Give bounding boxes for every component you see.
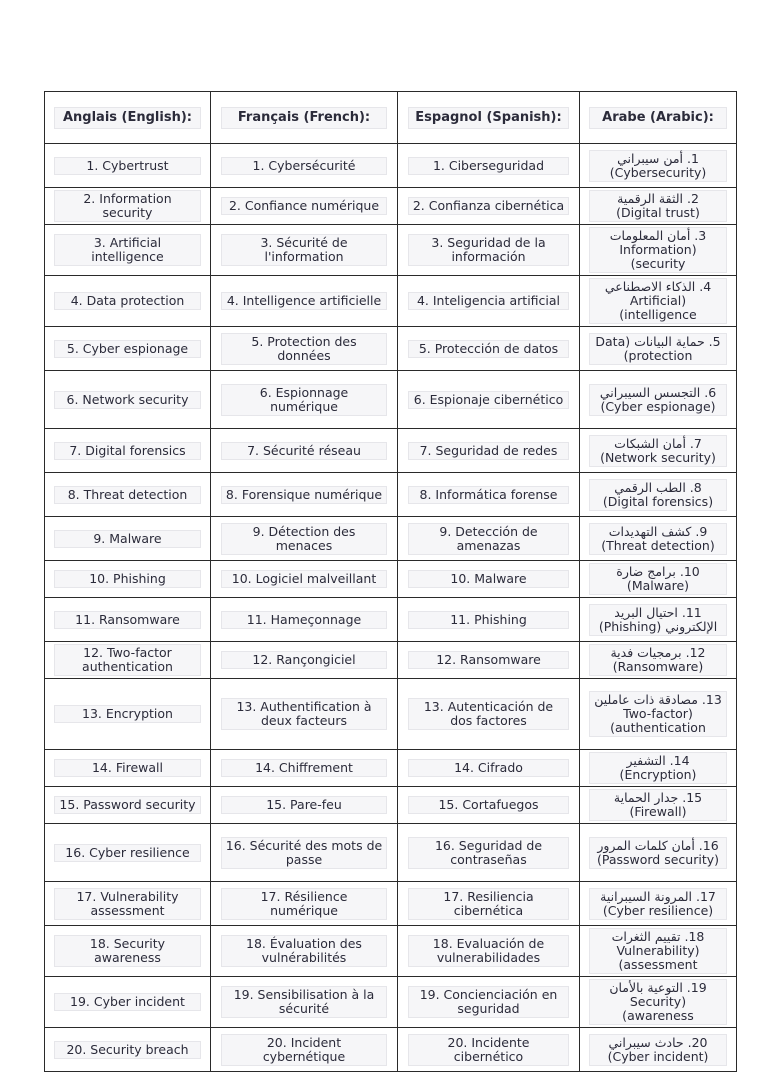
term-spanish: 16. Seguridad de contraseñas [408,837,569,869]
term-arabic: 10. برامج ضارة (Malware) [589,563,727,595]
term-arabic: 13. مصادقة ذات عاملين (Two-factor authentication) [589,691,727,737]
table-cell-arabic [580,598,737,642]
table-cell-spanish [398,225,580,276]
term-arabic: 19. التوعية بالأمان (Security awareness) [589,979,727,1025]
table-cell-english [45,473,211,517]
table-row [45,882,737,926]
header-english: Anglais (English): [54,107,200,129]
term-spanish: 12. Ransomware [408,651,569,669]
term-english: 9. Malware [54,530,200,548]
header-row [45,92,737,144]
table-row [45,824,737,882]
table-cell-arabic [580,561,737,598]
table-cell-french [211,327,398,371]
term-french: 11. Hameçonnage [221,611,387,629]
term-arabic: 8. الطب الرقمي (Digital forensics) [589,479,727,511]
header-spanish: Espagnol (Spanish): [408,107,569,129]
table-row [45,517,737,561]
term-english: 4. Data protection [54,292,200,310]
table-cell-english [45,642,211,679]
term-spanish: 15. Cortafuegos [408,796,569,814]
table-cell-french [211,642,398,679]
term-french: 7. Sécurité réseau [221,442,387,460]
term-english: 7. Digital forensics [54,442,200,460]
term-english: 11. Ransomware [54,611,200,629]
term-french: 8. Forensique numérique [221,486,387,504]
term-french: 14. Chiffrement [221,759,387,777]
table-cell-french [211,225,398,276]
table-cell-french [211,429,398,473]
table-cell-arabic [580,787,737,824]
table-cell-french [211,1028,398,1072]
table-cell-french [211,882,398,926]
term-french: 20. Incident cybernétique [221,1034,387,1066]
term-english: 14. Firewall [54,759,200,777]
table-cell-spanish [398,429,580,473]
table-cell-arabic [580,225,737,276]
term-arabic: 6. التجسس السيبراني (Cyber espionage) [589,384,727,416]
table-cell-english [45,882,211,926]
table-cell-french [211,787,398,824]
header-french: Français (French): [221,107,387,129]
table-row [45,371,737,429]
table-row [45,276,737,327]
table-cell-french [211,473,398,517]
term-arabic: 20. حادث سيبراني (Cyber incident) [589,1034,727,1066]
table-cell-spanish [398,276,580,327]
term-french: 13. Authentification à deux facteurs [221,698,387,730]
table-cell-arabic [580,882,737,926]
table-cell-english [45,144,211,188]
table-cell-english [45,926,211,977]
term-english: 20. Security breach [54,1041,200,1059]
term-english: 18. Security awareness [54,935,200,967]
table-cell-french [211,371,398,429]
table-cell-french [211,750,398,787]
table-cell-arabic [580,679,737,750]
term-spanish: 9. Detección de amenazas [408,523,569,555]
table-cell-spanish [398,188,580,225]
table-cell-french [211,276,398,327]
table-cell-english [45,276,211,327]
term-english: 8. Threat detection [54,486,200,504]
term-spanish: 10. Malware [408,570,569,588]
table-row [45,598,737,642]
header-cell-english [45,92,211,144]
table-cell-english [45,371,211,429]
term-spanish: 18. Evaluación de vulnerabilidades [408,935,569,967]
table-cell-spanish [398,1028,580,1072]
term-spanish: 3. Seguridad de la información [408,234,569,266]
table-cell-french [211,824,398,882]
term-spanish: 1. Ciberseguridad [408,157,569,175]
term-arabic: 3. أمان المعلومات (Information security) [589,227,727,273]
table-cell-spanish [398,473,580,517]
term-arabic: 14. التشفير (Encryption) [589,752,727,784]
term-french: 12. Rançongiciel [221,651,387,669]
table-row [45,188,737,225]
term-spanish: 19. Concienciación en seguridad [408,986,569,1018]
term-arabic: 17. المرونة السيبرانية (Cyber resilience) [589,888,727,920]
term-french: 2. Confiance numérique [221,197,387,215]
table-cell-spanish [398,824,580,882]
term-spanish: 8. Informática forense [408,486,569,504]
table-cell-french [211,977,398,1028]
table-cell-french [211,517,398,561]
term-spanish: 2. Confianza cibernética [408,197,569,215]
table-cell-arabic [580,926,737,977]
table-cell-spanish [398,144,580,188]
table-cell-spanish [398,926,580,977]
term-english: 17. Vulnerability assessment [54,888,200,920]
table-row [45,561,737,598]
term-english: 5. Cyber espionage [54,340,200,358]
table-cell-arabic [580,371,737,429]
table-cell-spanish [398,977,580,1028]
term-arabic: 18. تقييم الثغرات (Vulnerability assessment) [589,928,727,974]
term-arabic: 5. حماية البيانات (Data protection) [589,333,727,365]
term-french: 19. Sensibilisation à la sécurité [221,986,387,1018]
term-french: 6. Espionnage numérique [221,384,387,416]
table-cell-english [45,429,211,473]
table-row [45,679,737,750]
term-spanish: 11. Phishing [408,611,569,629]
table-cell-arabic [580,1028,737,1072]
term-arabic: 11. احتيال البريد الإلكتروني (Phishing) [589,604,727,636]
term-spanish: 13. Autenticación de dos factores [408,698,569,730]
table-cell-spanish [398,787,580,824]
term-english: 2. Information security [54,190,200,222]
table-row [45,787,737,824]
term-english: 3. Artificial intelligence [54,234,200,266]
table-row [45,1028,737,1072]
table-cell-arabic [580,977,737,1028]
term-arabic: 1. أمن سيبراني (Cybersecurity) [589,150,727,182]
table-cell-english [45,679,211,750]
table-row [45,429,737,473]
term-spanish: 20. Incidente cibernético [408,1034,569,1066]
table-cell-arabic [580,188,737,225]
table-cell-french [211,679,398,750]
term-french: 4. Intelligence artificielle [221,292,387,310]
term-spanish: 7. Seguridad de redes [408,442,569,460]
header-cell-french [211,92,398,144]
table-cell-english [45,561,211,598]
table-cell-english [45,225,211,276]
term-arabic: 9. كشف التهديدات (Threat detection) [589,523,727,555]
term-arabic: 12. برمجيات فدية (Ransomware) [589,644,727,676]
table-row [45,225,737,276]
header-arabic: Arabe (Arabic): [589,107,727,129]
term-french: 10. Logiciel malveillant [221,570,387,588]
table-row [45,473,737,517]
table-cell-arabic [580,276,737,327]
term-english: 10. Phishing [54,570,200,588]
table-cell-arabic [580,327,737,371]
table-row [45,926,737,977]
table-cell-arabic [580,824,737,882]
term-arabic: 4. الذكاء الاصطناعي (Artificial intelligence) [589,278,727,324]
table-cell-english [45,977,211,1028]
table-cell-english [45,598,211,642]
table-cell-english [45,517,211,561]
table-row [45,750,737,787]
table-cell-spanish [398,750,580,787]
term-spanish: 14. Cifrado [408,759,569,777]
header-cell-spanish [398,92,580,144]
table-cell-english [45,750,211,787]
table-cell-english [45,824,211,882]
table-cell-french [211,188,398,225]
term-french: 16. Sécurité des mots de passe [221,837,387,869]
term-english: 19. Cyber incident [54,993,200,1011]
table-cell-english [45,787,211,824]
term-french: 18. Évaluation des vulnérabilités [221,935,387,967]
table-row [45,144,737,188]
term-french: 15. Pare-feu [221,796,387,814]
term-french: 1. Cybersécurité [221,157,387,175]
table-cell-english [45,188,211,225]
term-arabic: 15. جدار الحماية (Firewall) [589,789,727,821]
term-french: 9. Détection des menaces [221,523,387,555]
term-english: 15. Password security [54,796,200,814]
table-cell-arabic [580,750,737,787]
table-cell-arabic [580,144,737,188]
term-english: 12. Two-factor authentication [54,644,200,676]
table-cell-arabic [580,517,737,561]
table-cell-french [211,561,398,598]
vocabulary-table [44,91,737,1072]
term-arabic: 2. الثقة الرقمية (Digital trust) [589,190,727,222]
term-french: 5. Protection des données [221,333,387,365]
table-cell-arabic [580,473,737,517]
table-cell-english [45,327,211,371]
term-spanish: 5. Protección de datos [408,340,569,358]
term-french: 17. Résilience numérique [221,888,387,920]
table-cell-arabic [580,429,737,473]
table-cell-spanish [398,642,580,679]
term-arabic: 16. أمان كلمات المرور (Password security) [589,837,727,869]
table-cell-french [211,598,398,642]
term-spanish: 17. Resiliencia cibernética [408,888,569,920]
header-cell-arabic [580,92,737,144]
table-cell-french [211,926,398,977]
term-english: 6. Network security [54,391,200,409]
term-english: 16. Cyber resilience [54,844,200,862]
term-spanish: 6. Espionaje cibernético [408,391,569,409]
table-row [45,327,737,371]
term-english: 1. Cybertrust [54,157,200,175]
table-cell-spanish [398,679,580,750]
term-arabic: 7. أمان الشبكات (Network security) [589,435,727,467]
term-english: 13. Encryption [54,705,200,723]
table-cell-spanish [398,327,580,371]
term-spanish: 4. Inteligencia artificial [408,292,569,310]
table-cell-english [45,1028,211,1072]
table-cell-spanish [398,561,580,598]
table-body [45,92,737,1072]
table-row [45,642,737,679]
table-cell-spanish [398,882,580,926]
table-cell-arabic [580,642,737,679]
table-row [45,977,737,1028]
table-cell-spanish [398,517,580,561]
table-cell-french [211,144,398,188]
term-french: 3. Sécurité de l'information [221,234,387,266]
table-cell-spanish [398,598,580,642]
table-cell-spanish [398,371,580,429]
